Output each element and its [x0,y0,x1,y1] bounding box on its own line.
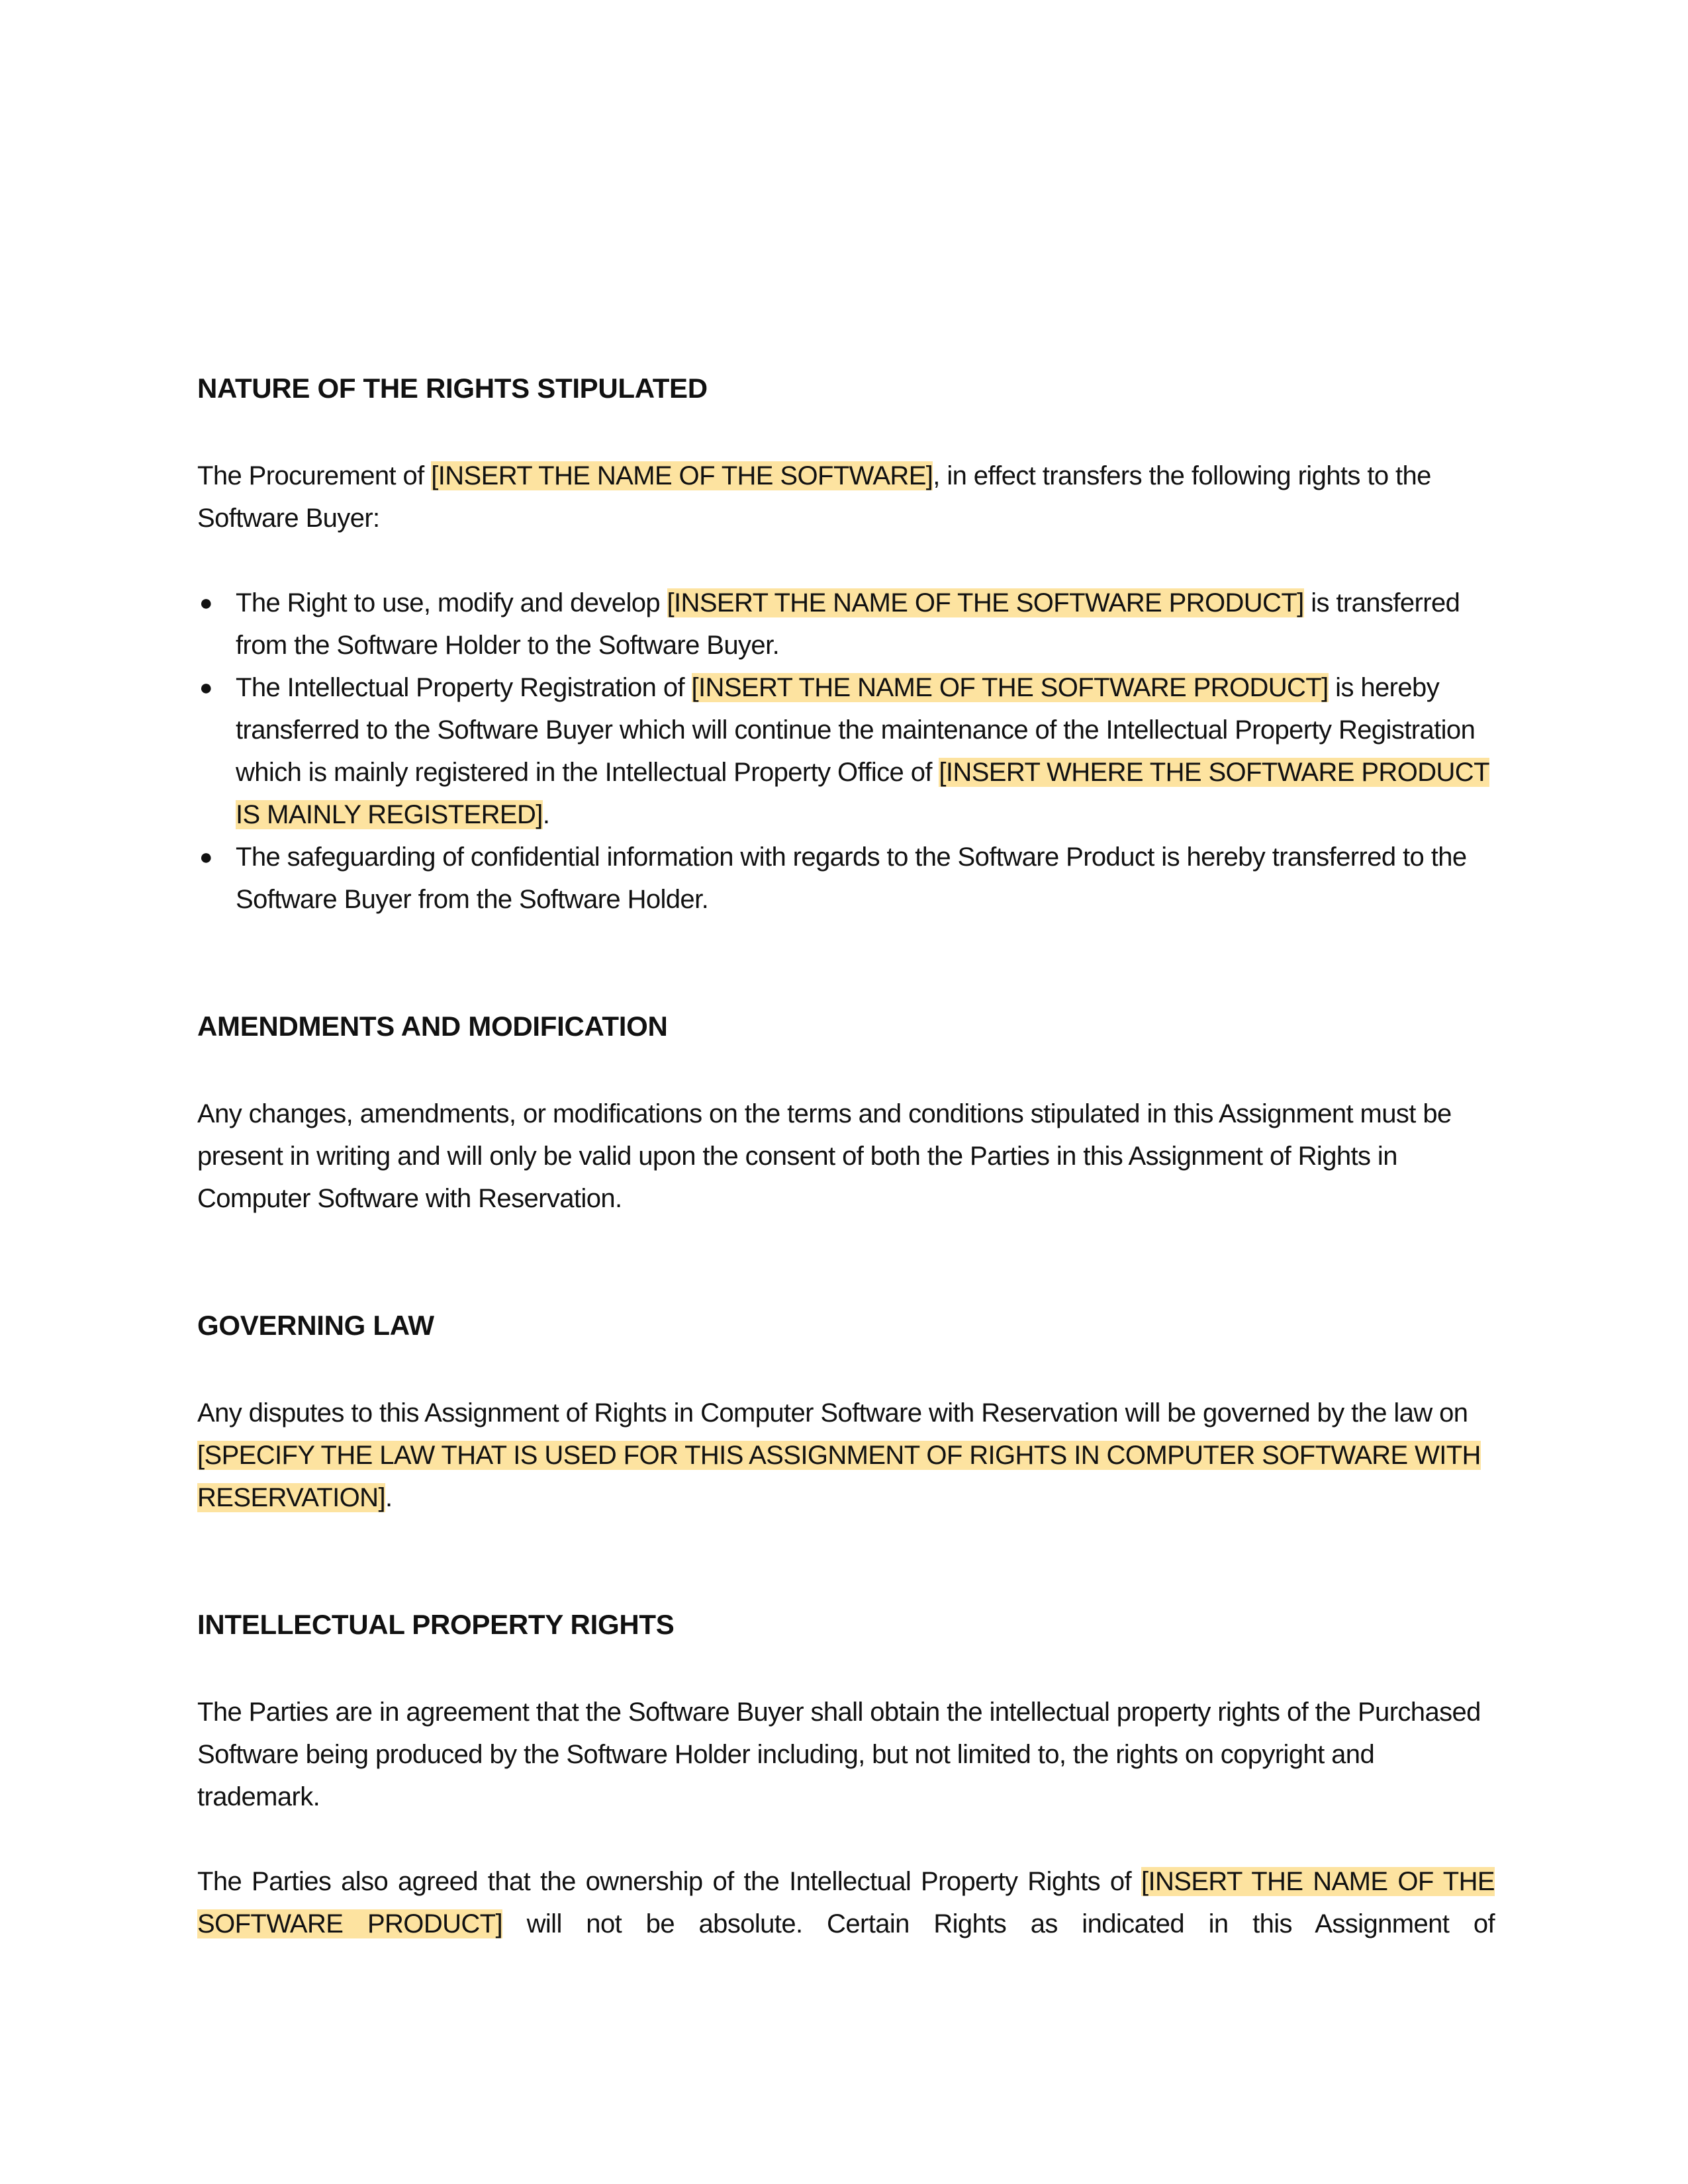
placeholder-software-product: [INSERT THE NAME OF THE SOFTWARE PRODUCT] [691,673,1329,702]
placeholder-registration-office: [INSERT WHERE THE SOFTWARE PRODUCT IS MAINLY REGISTERED] [236,758,1489,829]
placeholder-software-product: [INSERT THE NAME OF THE SOFTWARE PRODUCT] [667,588,1304,617]
rights-bullet-list [197,582,1495,921]
governing-law-paragraph: Any disputes to this Assignment of Rights in Computer Software with Reservation will be governed by the law on [SPECIFY THE LAW THAT IS USED FOR THIS ASSIGNMENT OF RIGHTS IN COMPUTER SOFTWARE WITH RESERVATION]. [197,1398,1481,1512]
ip-rights-paragraph-1: The Parties are in agreement that the Software Buyer shall obtain the intellectual property rights of the Purchased Software being produced by the Software Holder including, but not limited to, the rights on copyright and trademark. [197,1698,1481,1811]
list-item: ● The Right to use, modify and develop [INSERT THE NAME OF THE SOFTWARE PRODUCT] is transferred from the Software Holder to the Software Buyer. [197,582,1495,666]
placeholder-software-name: [INSERT THE NAME OF THE SOFTWARE] [431,461,933,490]
section-heading-ip-rights: INTELLECTUAL PROPERTY RIGHTS [197,1609,675,1640]
section-heading-amendments: AMENDMENTS AND MODIFICATION [197,1011,668,1042]
bullet-icon: ● [199,675,212,700]
section-heading-governing-law: GOVERNING LAW [197,1310,434,1341]
amendments-paragraph: Any changes, amendments, or modifications on the terms and conditions stipulated in this Assignment must be present in writing and will only be valid upon the consent of both the Parties in this Assignment of Rights in Computer Software with Reservation. [197,1099,1452,1213]
bullet-icon: ● [199,590,212,615]
placeholder-software-product: [INSERT THE NAME OF THE SOFTWARE PRODUCT] [197,1867,1495,1938]
list-item: ● The safeguarding of confidential information with regards to the Software Product is hereby transferred to the Software Buyer from the Software Holder. [197,836,1495,921]
placeholder-governing-law: [SPECIFY THE LAW THAT IS USED FOR THIS ASSIGNMENT OF RIGHTS IN COMPUTER SOFTWARE WITH RESERVATION] [197,1441,1481,1512]
document-page [197,367,1495,1945]
ip-rights-paragraph-2: The Parties also agreed that the ownership of the Intellectual Property Rights of [INSERT THE NAME OF THE SOFTWARE PRODUCT] will not be absolute. Certain Rights as indicated in this Assignment of [197,1867,1495,1938]
bullet-icon: ● [199,844,212,870]
section-heading-nature: NATURE OF THE RIGHTS STIPULATED [197,373,708,404]
list-item: ● The Intellectual Property Registration of [INSERT THE NAME OF THE SOFTWARE PRODUCT] is hereby transferred to the Software Buyer which will continue the maintenance of the Intellectual Property Registration which is mainly registered in the Intellectual Property Office of [INSERT WHERE THE SOFTWARE PRODUCT IS MAINLY REGISTERED]. [197,666,1495,836]
nature-intro-paragraph: The Procurement of [INSERT THE NAME OF THE SOFTWARE], in effect transfers the following rights to the Software Buyer: [197,461,1431,533]
